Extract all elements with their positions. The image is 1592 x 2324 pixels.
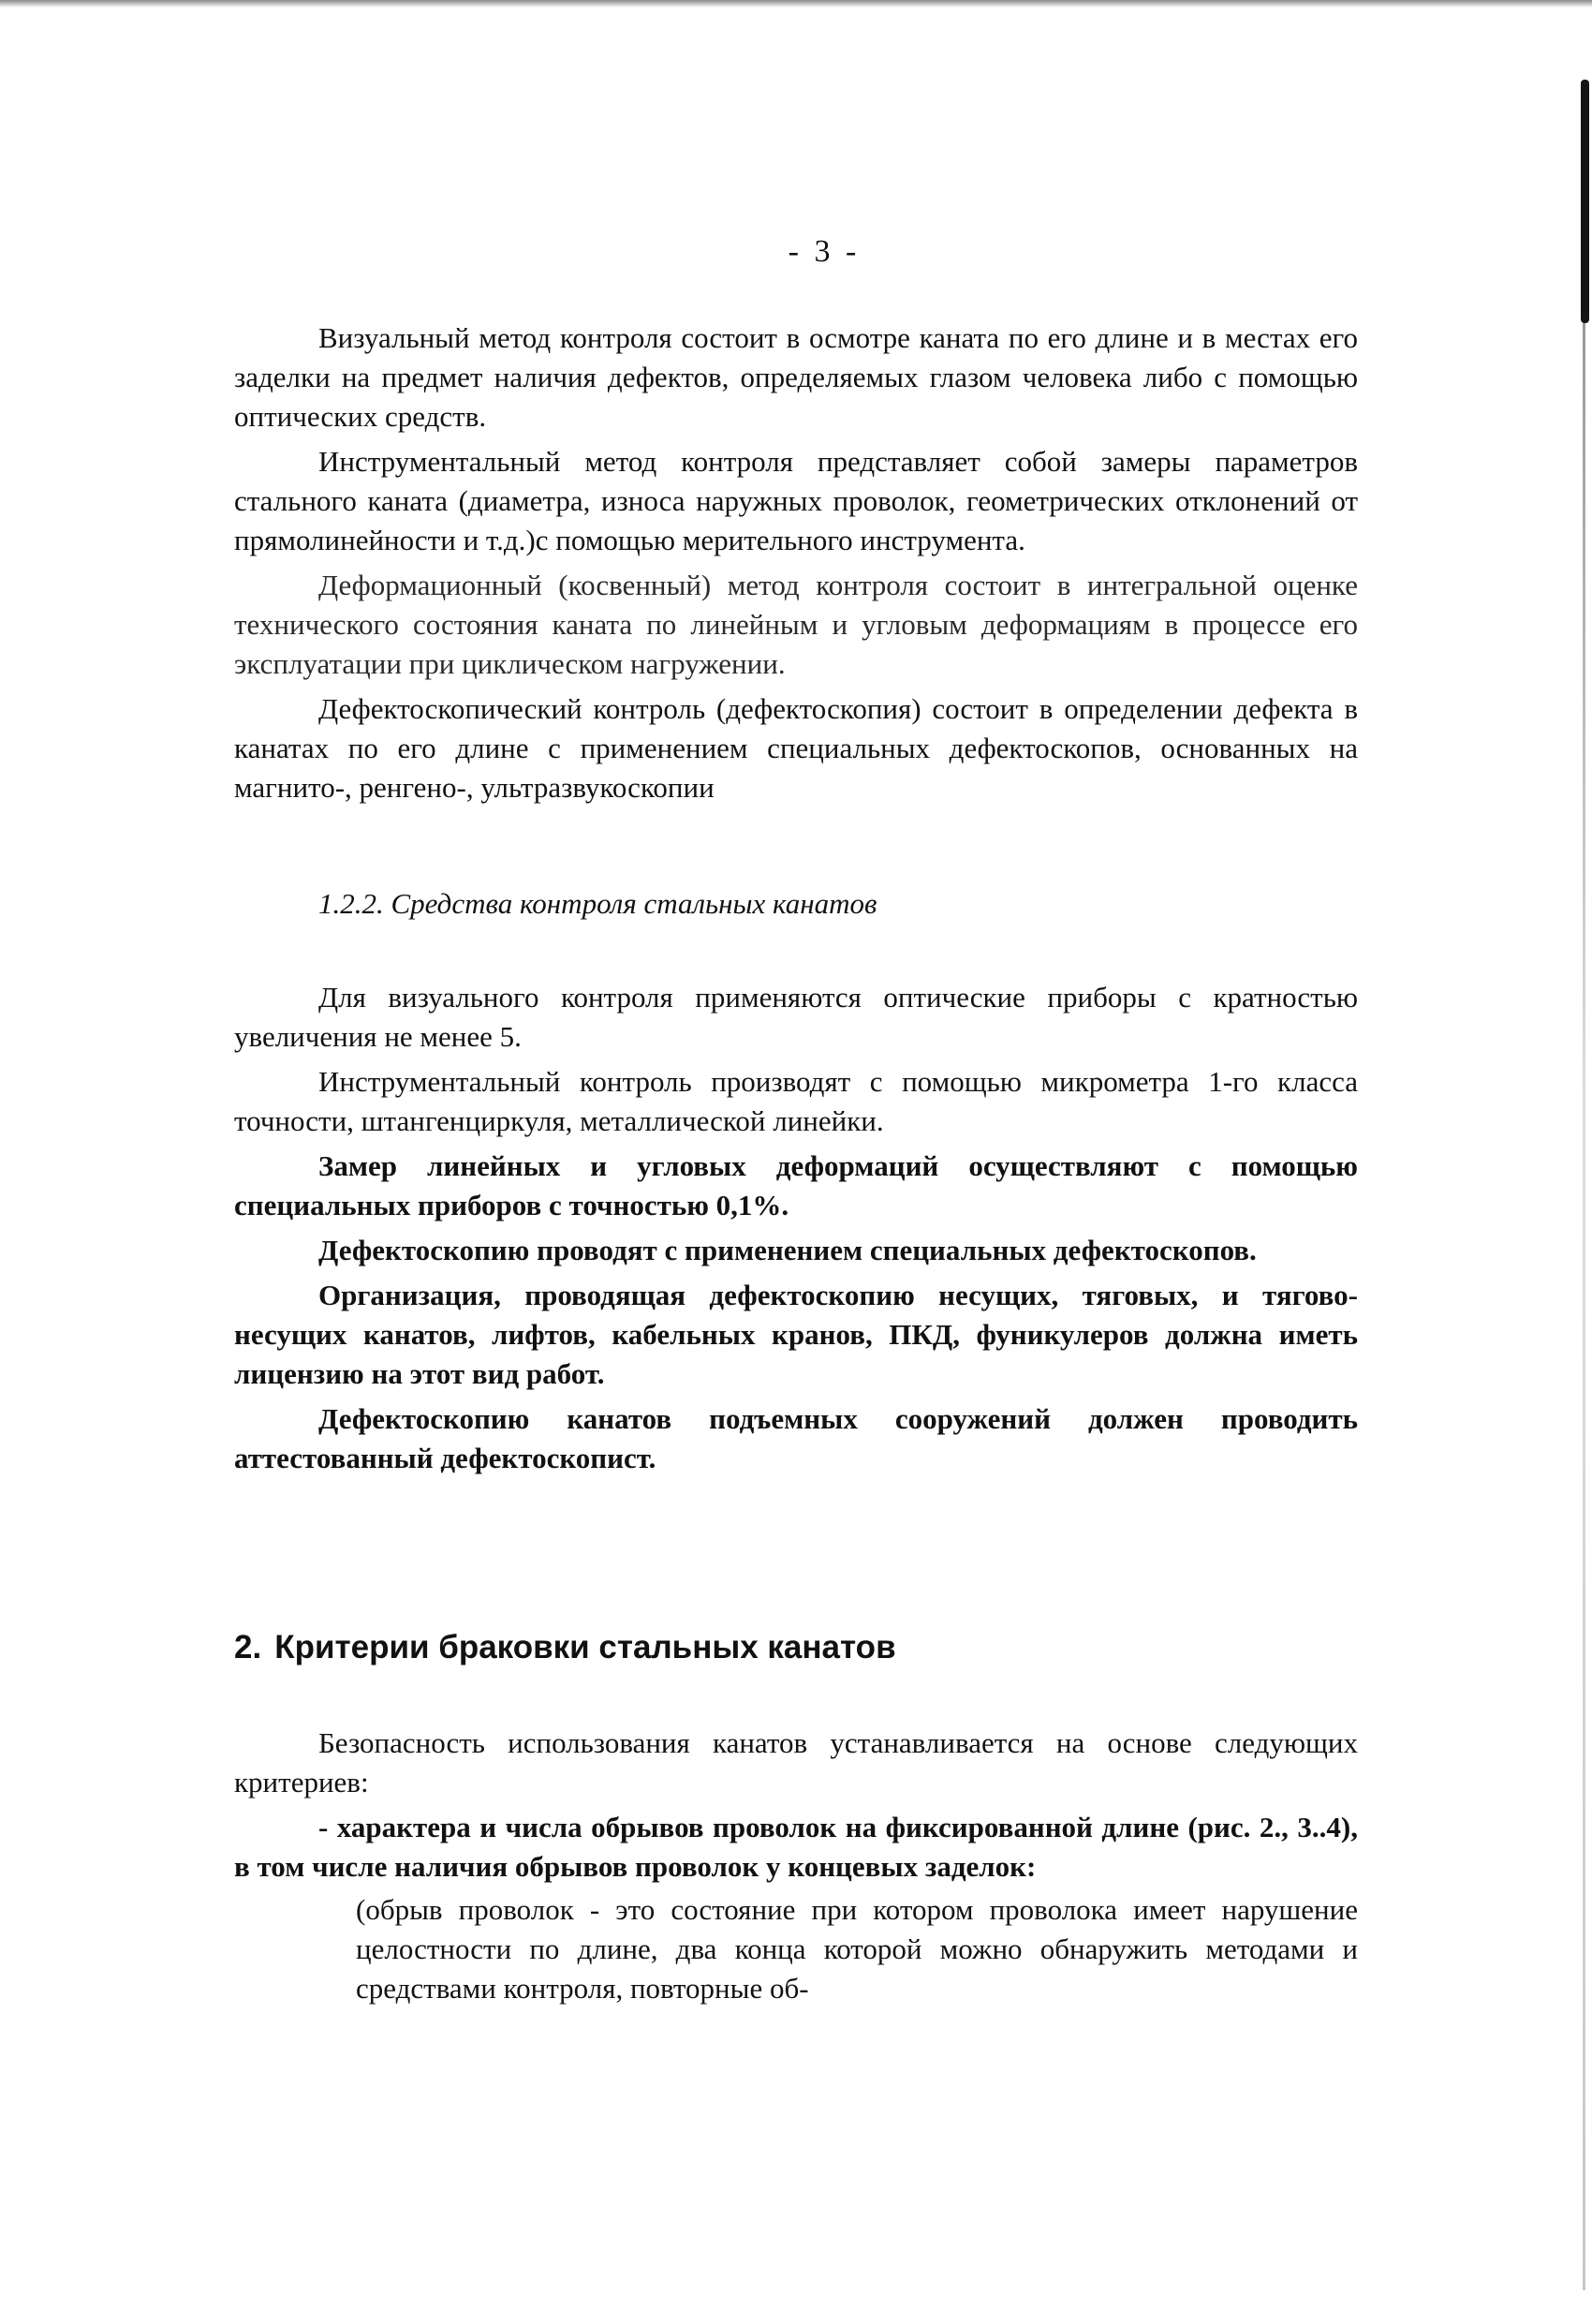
paragraph-instrumental-method: Инструментальный метод контроля представляет собой замеры параметров стального каната (диаметра, износа наружных проволок, геометрических отклонений от прямолинейности и т.д.)с помощью мерительного инструмента. xyxy=(234,445,1358,556)
paragraph-deformation-measurement: Замер линейных и угловых деформаций осуществляют с помощью специальных приборов с точностью 0,1%. xyxy=(234,1149,1358,1221)
section-control-tools xyxy=(234,978,1358,1478)
paragraph-license: Организация, проводящая дефектоскопию несущих, тяговых, и тягово-несущих канатов, лифтов, кабельных кранов, ПКД, фуникулеров должна иметь лицензию на этот вид работ. xyxy=(234,1279,1358,1390)
scan-top-edge xyxy=(0,0,1592,7)
section-control-methods xyxy=(234,318,1358,807)
paragraph-certified-specialist: Дефектоскопию канатов подъемных сооружений должен проводить аттестованный дефектоскопист. xyxy=(234,1402,1358,1474)
scan-right-edge-mark xyxy=(1581,80,1589,323)
page-number: - 3 - xyxy=(788,234,861,269)
section-title-control-tools: 1.2.2. Средства контроля стальных канатов xyxy=(318,887,877,920)
paragraph-defectoscopes: Дефектоскопию проводят с применением специальных дефектоскопов. xyxy=(318,1234,1257,1266)
paragraph-instrumental-tools: Инструментальный контроль производят с помощью микрометра 1-го класса точности, штангенциркуля, металлической линейки. xyxy=(234,1065,1358,1137)
paragraph-visual-method: Визуальный метод контроля состоит в осмотре каната по его длине и в местах его заделки на предмет наличия дефектов, определяемых глазом человека либо с помощью оптических средств. xyxy=(234,321,1358,433)
chapter-rejection-criteria xyxy=(234,1724,1358,2008)
paragraph-optical-devices: Для визуального контроля применяются оптические приборы с кратностью увеличения не менее 5. xyxy=(234,981,1358,1053)
scan-right-edge-line xyxy=(1583,323,1585,2290)
chapter-title xyxy=(234,1628,1358,1667)
paragraph-deformation-method: Деформационный (косвенный) метод контроля состоит в интегральной оценке технического состояния каната по линейным и угловым деформациям в процессе его эксплуатации при циклическом нагружении. xyxy=(234,569,1358,680)
paragraph-defectoscopy-method: Дефектоскопический контроль (дефектоскопия) состоит в определении дефекта в канатах по его длине с применением специальных дефектоскопов, основанных на магнито-, ренгено-, ультразвукоскопии xyxy=(234,692,1358,804)
paragraph-wire-breaks: - характера и числа обрывов проволок на фиксированной длине (рис. 2., 3..4), в том числе наличия обрывов проволок у концевых заделок: xyxy=(234,1811,1358,1883)
document-body xyxy=(234,318,1358,2008)
paragraph-wire-break-definition: (обрыв проволок - это состояние при котором проволока имеет нарушение целостности по длине, два конца которой можно обнаружить методами и средствами контроля, повторные об- xyxy=(356,1893,1358,2005)
chapter-number: 2. xyxy=(234,1629,262,1665)
paragraph-safety-criteria: Безопасность использования канатов устанавливается на основе следующих критериев: xyxy=(234,1726,1358,1799)
chapter-title-text: Критерии браковки стальных канатов xyxy=(274,1629,896,1665)
